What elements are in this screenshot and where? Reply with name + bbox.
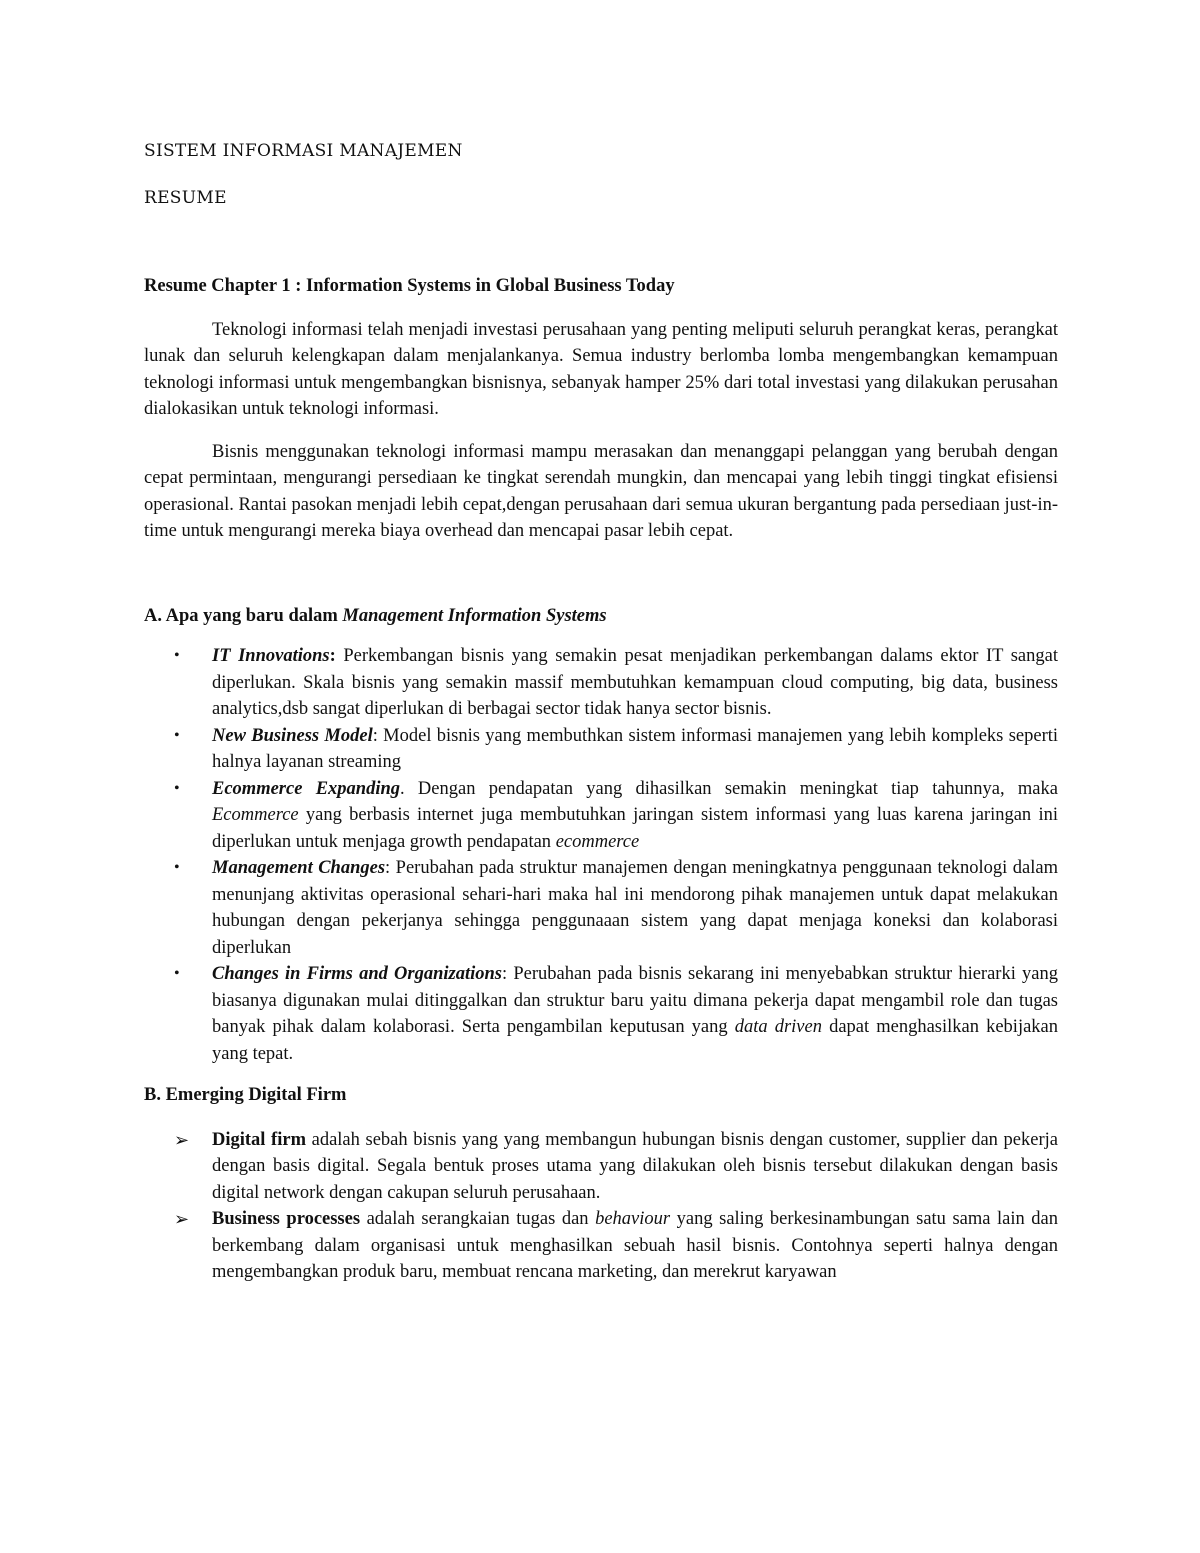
list-item-italic: data driven [734,1017,822,1037]
list-item-text: : Perubahan pada bisnis sekarang ini menyebabkan struktur hierarki yang biasanya digunakan mulai ditinggalkan dan struktur baru yaitu dimana pekerja dapat mengambil role dan tugas banyak pihak dalam kolaborasi. Serta pengambilan keputusan yang [212,964,1058,1037]
list-item [144,1206,1058,1286]
bullet-icon: • [174,779,180,797]
list-item-term: Business processes [212,1209,361,1229]
list-item-italic: behaviour [595,1209,671,1229]
document-subtitle: RESUME [144,187,227,208]
list-item [144,855,1058,961]
bullet-icon: • [174,647,180,664]
list-item-term: Digital firm [212,1129,306,1150]
list-item-text: . Dengan pendapatan yang dihasilkan semakin meningkat tiap tahunnya, maka [400,778,1058,799]
section-b-list [144,1127,1058,1286]
section-a-heading [144,603,1058,630]
list-item [144,1127,1058,1207]
chapter-paragraph: Teknologi informasi telah menjadi investasi perusahaan yang penting meliputi seluruh perangkat keras, perangkat lunak dan seluruh kelengkapan dalam menjalankanya. Semua industry berlomba lomba mengembangkan kemampuan teknologi informasi untuk mengembangkan bisnisnya, sebanyak hamper 25% dari total investasi yang dilakukan perusahan dialokasikan untuk teknologi informasi. [144,319,1058,419]
chapter-heading: Resume Chapter 1 : Information Systems in Global Business Today [144,276,675,296]
list-item-italic: Ecommerce [212,805,299,825]
document-title: SISTEM INFORMASI MANAJEMEN [144,141,463,161]
list-item-italic: ecommerce [555,831,640,852]
bullet-icon: • [174,726,180,744]
list-item [144,723,1058,776]
list-item-text: yang saling berkesinambungan satu sama lain dan berkembang dalam organisasi untuk menghasilkan sebuah hasil bisnis. Contohnya seperti halnya dengan mengembangkan produk baru, membuat rencana marketing, dan merekrut karyawan [212,1209,1058,1282]
arrow-bullet-icon: ➢ [174,1129,190,1151]
list-item [144,776,1058,856]
list-item-term: Changes in Firms and Organizations [212,964,502,984]
document-page [144,138,1058,1286]
section-b-heading: B. Emerging Digital Firm [144,1085,347,1105]
list-item [144,961,1058,1067]
list-item-term: Ecommerce Expanding [212,778,401,799]
arrow-bullet-icon: ➢ [174,1209,190,1230]
list-item-term: IT Innovations [212,646,330,666]
list-item-separator: : [329,646,336,666]
list-item-text: adalah serangkaian tugas dan [360,1209,596,1229]
list-item-term: New Business Model [212,725,373,746]
list-item-text: : Model bisnis yang membuthkan sistem informasi manajemen yang lebih kompleks seperti halnya layanan streaming [212,725,1059,772]
list-item-text: yang berbasis internet juga membutuhkan jaringan sistem informasi yang luas karena jaringan ini diperlukan untuk menjaga growth pendapatan [212,805,1058,852]
list-item [144,643,1058,723]
section-a-list [144,643,1058,1067]
section-a-heading-prefix: A. Apa yang baru dalam [144,605,343,626]
list-item-text: Perkembangan bisnis yang semakin pesat menjadikan perkembangan dalams ektor IT sangat diperlukan. Skala bisnis yang semakin massif membutuhkan kemampuan cloud computing, big data, business analytics,dsb sangat diperlukan di berbagai sector tidak hanya sector bisnis. [212,646,1058,719]
chapter-paragraph: Bisnis menggunakan teknologi informasi mampu merasakan dan menanggapi pelanggan yang berubah dengan cepat permintaan, mengurangi persediaan ke tingkat serendah mungkin, dan mencapai yang lebih tinggi tingkat efisiensi operasional. Rantai pasokan menjadi lebih cepat,dengan perusahaan dari semua ukuran bergantung pada persediaan just-in-time untuk mengurangi mereka biaya overhead dan mencapai pasar lebih cepat. [144,441,1058,541]
bullet-icon: • [174,859,180,876]
bullet-icon: • [174,965,180,982]
list-item-term: Management Changes [212,858,386,878]
list-item-text: adalah sebah bisnis yang yang membangun hubungan bisnis dengan customer, supplier dan pekerja dengan basis digital. Segala bentuk proses utama yang dilakukan oleh bisnis tersebut dilakukan dengan basis digital network dengan cakupan seluruh perusahaan. [212,1129,1058,1203]
list-item-text: : Perubahan pada struktur manajemen dengan meningkatnya penggunaan teknologi dalam menunjang aktivitas operasional sehari-hari maka hal ini mendorong pihak manajemen untuk dapat melakukan hubungan dengan pekerjanya sehingga penggunaaan sistem yang dapat menjaga koneksi dan kolaborasi diperlukan [212,858,1059,958]
section-a-heading-italic: Management Information Systems [342,605,607,626]
list-item-text: dapat menghasilkan kebijakan yang tepat. [212,1017,1059,1064]
